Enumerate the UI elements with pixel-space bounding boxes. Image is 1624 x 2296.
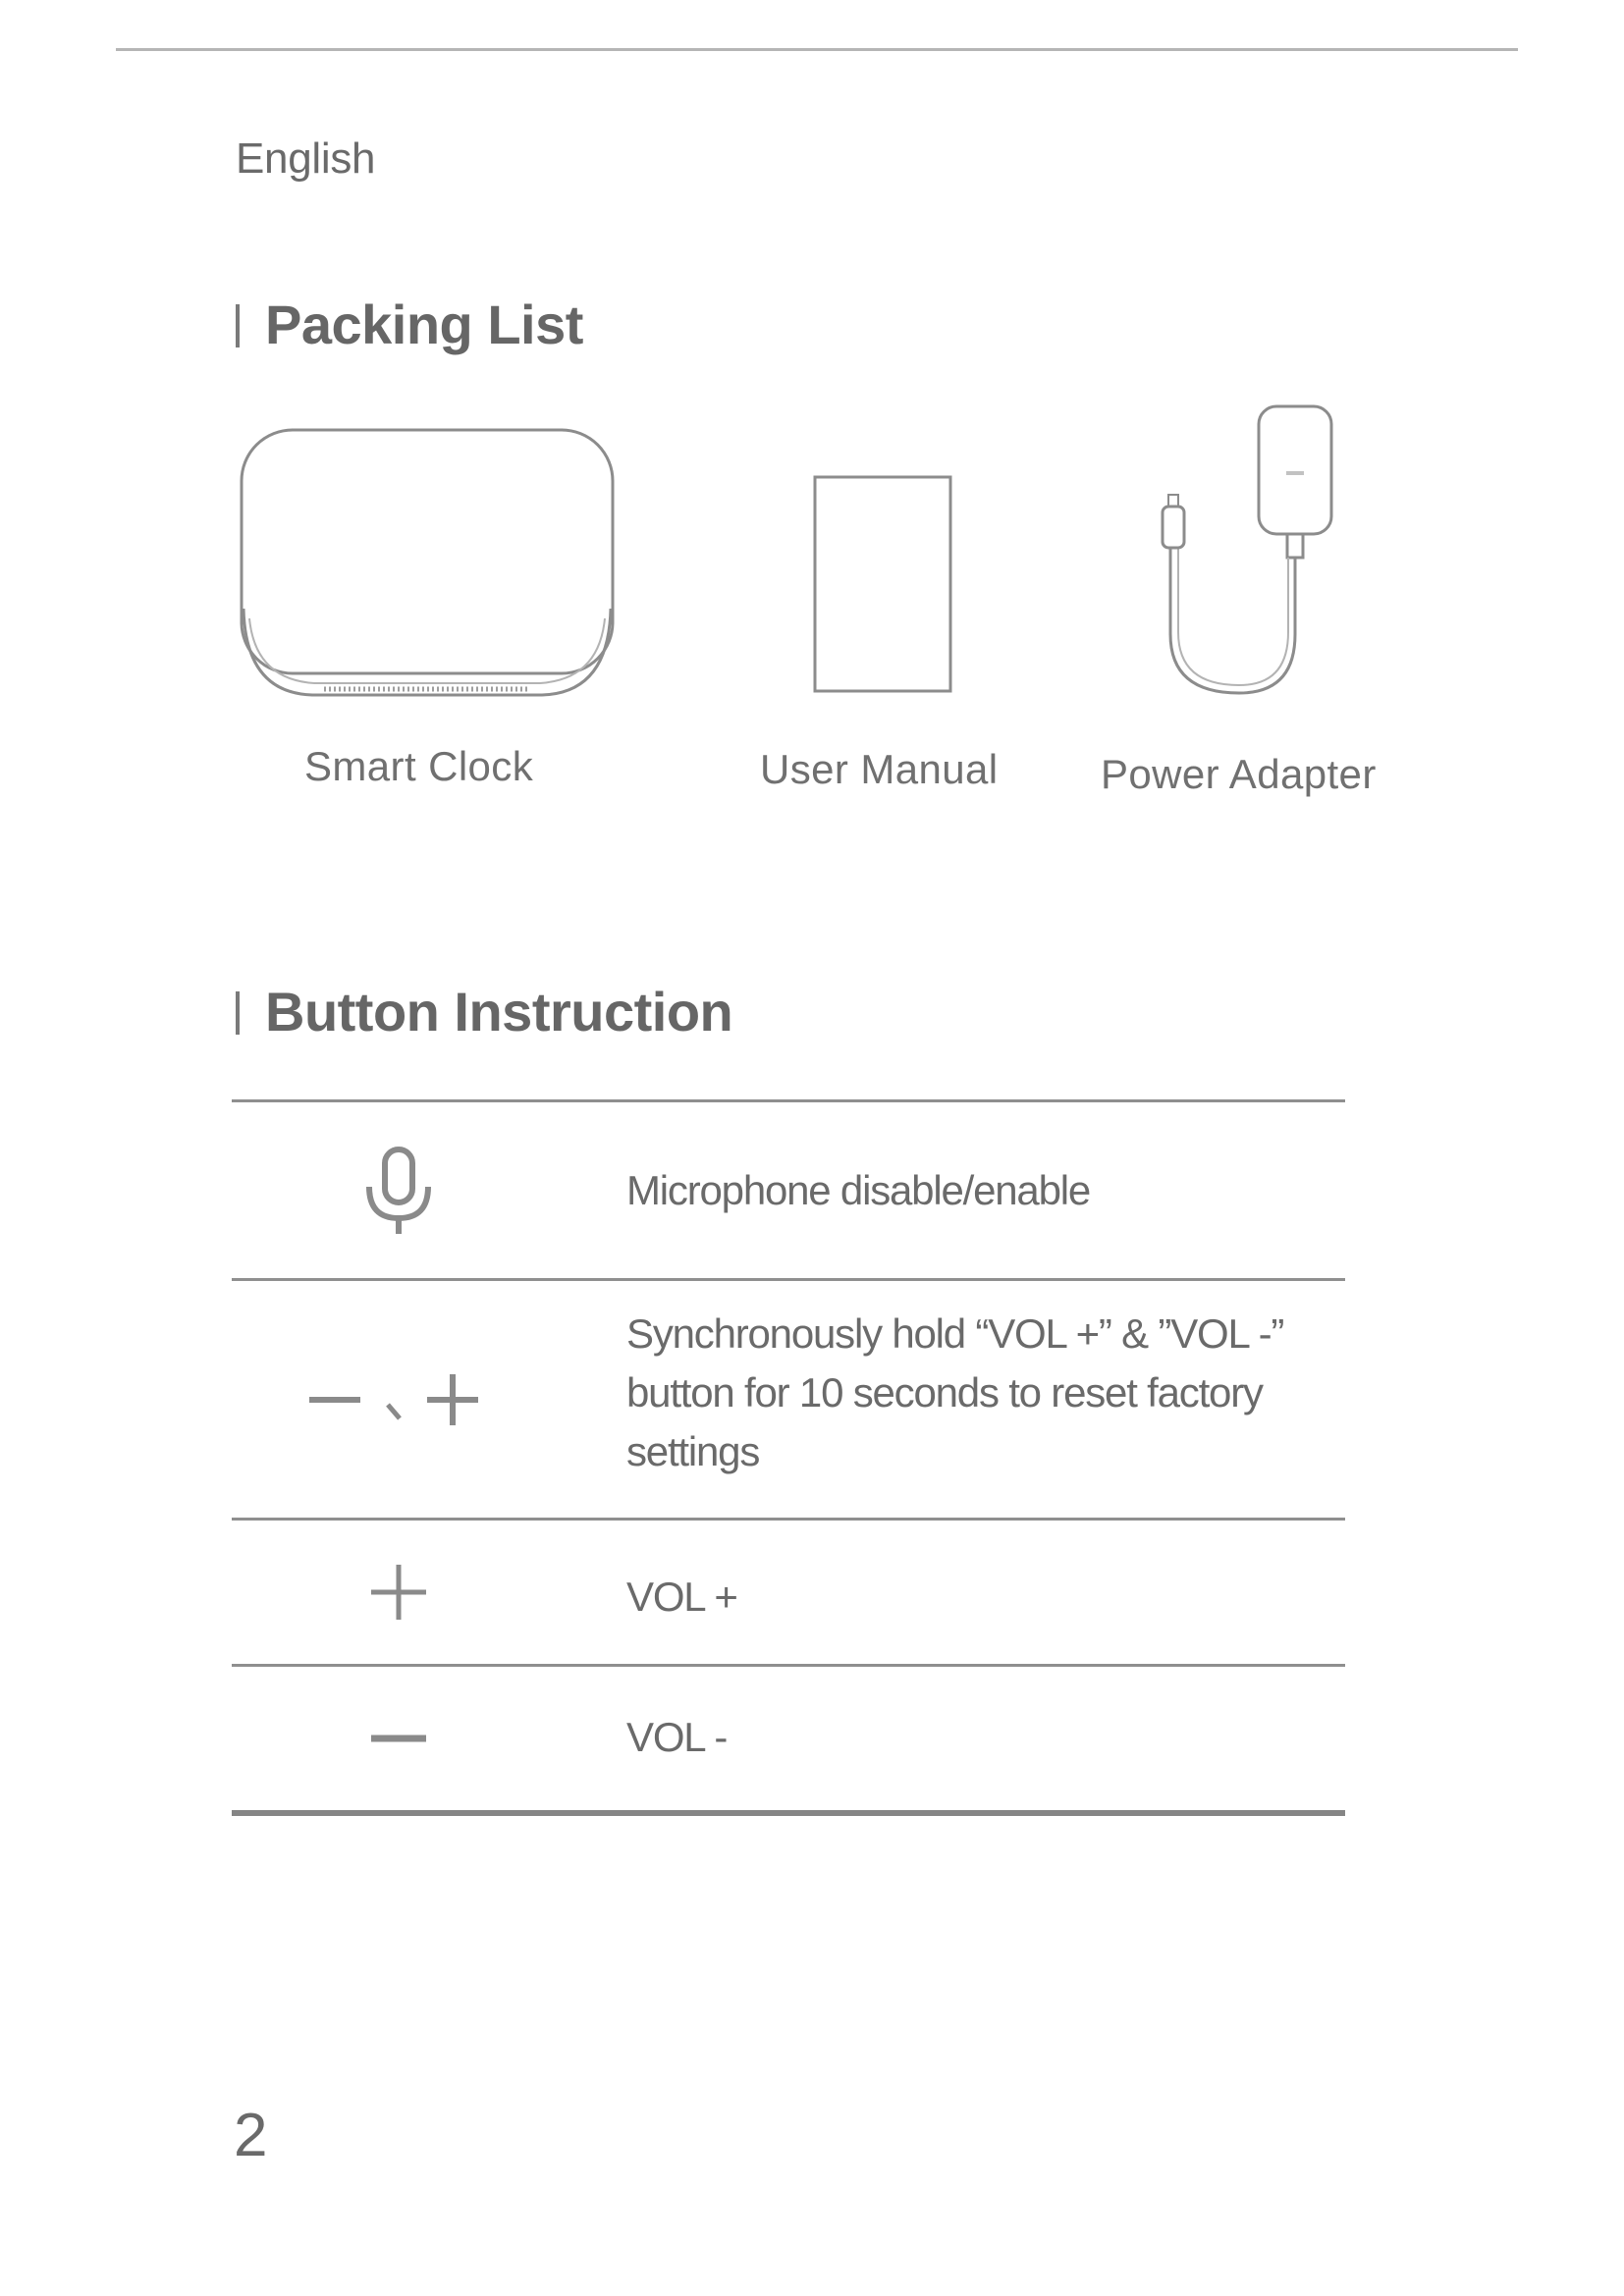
smart-clock-icon	[236, 422, 619, 707]
minus-plus-icon	[232, 1281, 566, 1518]
button-instruction-heading	[236, 980, 732, 1043]
table-row	[232, 1518, 1345, 1664]
user-manual-icon	[813, 475, 954, 695]
table-row	[232, 1278, 1345, 1518]
packing-list-title: Packing List	[265, 294, 583, 355]
packing-list-heading	[236, 293, 583, 356]
language-label: English	[236, 134, 376, 183]
button-description: VOL +	[626, 1574, 737, 1620]
table-row	[232, 1664, 1345, 1816]
heading-bar	[236, 304, 240, 347]
button-description: Microphone disable/enable	[626, 1167, 1091, 1213]
plus-icon	[232, 1521, 566, 1664]
button-description: VOL -	[626, 1714, 728, 1760]
microphone-icon	[232, 1102, 566, 1278]
top-divider	[116, 48, 1518, 51]
heading-bar	[236, 991, 240, 1035]
button-description: Synchronously hold “VOL +” & ”VOL -” button for 10 seconds to reset factory settings	[626, 1310, 1284, 1474]
minus-icon	[232, 1667, 566, 1810]
table-row	[232, 1099, 1345, 1278]
packing-item-label: Power Adapter	[1101, 751, 1377, 797]
packing-item-label: Smart Clock	[304, 743, 534, 789]
button-instruction-title: Button Instruction	[265, 981, 733, 1042]
packing-item-label: User Manual	[760, 746, 999, 792]
power-adapter-icon	[1149, 402, 1345, 707]
page-number: 2	[234, 2102, 268, 2169]
button-instruction-table	[232, 1099, 1345, 1816]
